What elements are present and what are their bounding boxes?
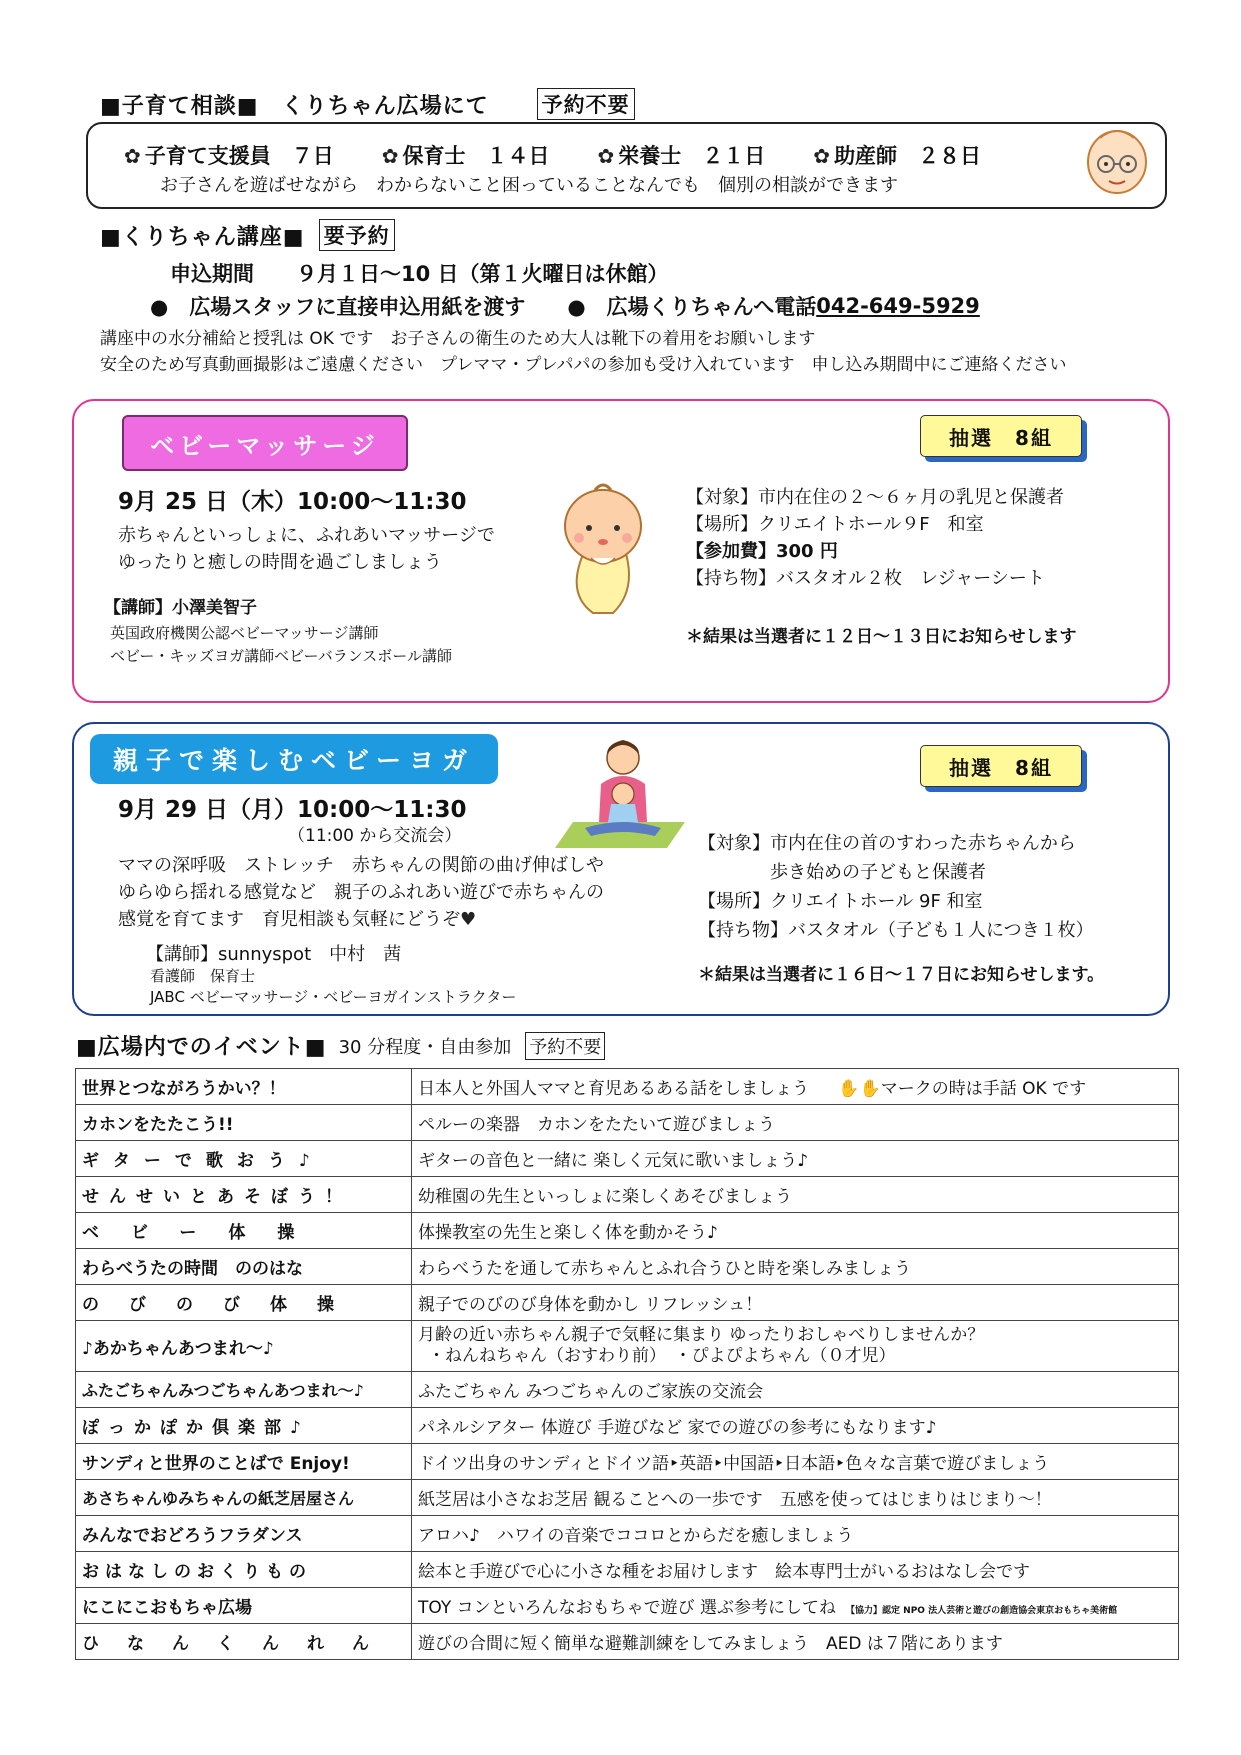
consult-item: ✿ 栄養士 ２１日 (597, 144, 766, 168)
flower-icon: ✿ (124, 144, 141, 168)
mother-baby-yoga-illustration-icon (555, 736, 685, 848)
yoga-credential-1: 看護師 保育士 (150, 967, 256, 985)
yoga-target-2: 歩き始めの子どもと保護者 (770, 862, 986, 883)
consult-note: お子さんを遊ばせながら わからないこと困っていることなんでも 個別の相談ができます (160, 175, 898, 196)
cooperation-note: 【協力】認定 NPO 法人芸術と遊びの創造協会東京おもちゃ美術館 (846, 1606, 1118, 1616)
event-desc: アロハ♪ ハワイの音楽でココロとからだを癒しましょう (412, 1516, 1179, 1552)
massage-target: 【対象】市内在住の２～６ヶ月の乳児と保護者 (686, 487, 1064, 508)
event-name: 世界とつながろうかい？！ (76, 1069, 412, 1105)
event-desc: 体操教室の先生と楽しく体を動かそう♪ (412, 1213, 1179, 1249)
yoga-date: 9月 29 日（月）10:00～11:30 (118, 797, 467, 823)
event-desc: 親子でのびのび身体を動かし リフレッシュ！ (412, 1285, 1179, 1321)
heart-icon: ♥ (460, 909, 477, 930)
yoga-desc-3: 感覚を育てます 育児相談も気軽にどうぞ♥ (118, 909, 477, 930)
consult-item: ✿ 助産師 ２８日 (813, 144, 982, 168)
yoga-result-note: ＊結果は当選者に１６日～１７日にお知らせします。 (698, 965, 1105, 985)
massage-bring: 【持ち物】バスタオル２枚 レジャーシート (686, 568, 1045, 589)
baby-illustration-icon (555, 478, 655, 620)
massage-lecturer: 【講師】小澤美智子 (104, 598, 257, 618)
flower-icon: ✿ (813, 144, 831, 168)
events-sub: 30 分程度・自由参加 (338, 1036, 512, 1058)
table-row (76, 1249, 1179, 1285)
table-row (76, 1321, 1179, 1372)
table-row (76, 1141, 1179, 1177)
consult-item: ✿ 保育士 １４日 (381, 144, 550, 168)
event-desc: 幼稚園の先生といっしょに楽しくあそびましょう (412, 1177, 1179, 1213)
table-row (76, 1177, 1179, 1213)
table-row (76, 1285, 1179, 1321)
event-desc: TOY コンといろんなおもちゃで遊び 選ぶ参考にしてね 【協力】認定 NPO 法人芸術と遊びの創造協会東京おもちゃ美術館 (412, 1588, 1179, 1624)
yoga-lecturer: 【講師】sunnyspot 中村 茜 (146, 944, 402, 965)
massage-result-note: ＊結果は当選者に１２日～１３日にお知らせします (686, 627, 1077, 647)
event-desc: わらべうたを通して赤ちゃんとふれ合うひと時を楽しみましょう (412, 1249, 1179, 1285)
table-row (76, 1552, 1179, 1588)
consult-item: ✿ 子育て支援員 ７日 (124, 144, 334, 168)
table-row (76, 1213, 1179, 1249)
phone-number[interactable]: 042-649-5929 (816, 294, 980, 318)
reservation-required-tag: 要予約 (319, 219, 395, 251)
application-methods: ● 広場スタッフに直接申込用紙を渡す ● 広場くりちゃんへ電話 042-649-5929 (150, 294, 980, 319)
table-row (76, 1624, 1179, 1660)
event-desc: 絵本と手遊びで心に小さな種をお届けします 絵本専門士がいるおはなし会です (412, 1552, 1179, 1588)
table-row (76, 1069, 1179, 1105)
yoga-place: 【場所】クリエイトホール 9F 和室 (698, 891, 983, 912)
table-row (76, 1480, 1179, 1516)
yoga-sub-time: （11:00 から交流会） (288, 826, 462, 846)
massage-lottery-badge: 抽選 8組 (920, 415, 1082, 457)
event-name: わらべうたの時間 ののはな (76, 1249, 412, 1285)
event-name: せんせいとあそぼう！ (76, 1177, 412, 1213)
event-desc: ふたごちゃん みつごちゃんのご家族の交流会 (412, 1372, 1179, 1408)
event-name: みんなでおどろうフラダンス (76, 1516, 412, 1552)
baby-yoga-title: 親子で楽しむベビーヨガ (90, 734, 498, 784)
event-name: カホンをたたこう!! (76, 1105, 412, 1141)
event-name: あさちゃんゆみちゃんの紙芝居屋さん (76, 1480, 412, 1516)
massage-date: 9月 25 日（木）10:00～11:30 (118, 489, 467, 515)
event-name: ギターで歌おう♪ (76, 1141, 412, 1177)
event-desc: 日本人と外国人ママと育児あるある話をしましょう ✋✋マークの時は手話 OK です (412, 1069, 1179, 1105)
flower-icon: ✿ (597, 144, 615, 168)
events-heading: ■広場内でのイベント■ 30 分程度・自由参加 予約不要 (76, 1030, 605, 1061)
event-desc: パネルシアター 体遊び 手遊びなど 家での遊びの参考にもなります♪ (412, 1408, 1179, 1444)
event-desc: ギターの音色と一緒に 楽しく元気に歌いましょう♪ (412, 1141, 1179, 1177)
yoga-bring: 【持ち物】バスタオル（子ども１人につき１枚） (698, 920, 1094, 941)
events-table (75, 1068, 1179, 1660)
course-heading: ■くりちゃん講座■ 要予約 (100, 219, 395, 251)
massage-credential-1: 英国政府機関公認ベビーマッサージ講師 (110, 624, 379, 642)
massage-desc-2: ゆったりと癒しの時間を過ごしましょう (118, 552, 442, 573)
course-note-1: 講座中の水分補給と授乳は OK です お子さんの衛生のため大人は靴下の着用をお願いします (100, 329, 816, 349)
event-name: ぽっかぽか倶楽部♪ (76, 1408, 412, 1444)
event-desc: 紙芝居は小さなお芝居 観ることへの一歩です 五感を使ってはじまりはじまり～！ (412, 1480, 1179, 1516)
consult-box (86, 122, 1167, 209)
event-desc: 遊びの合間に短く簡単な避難訓練をしてみましょう AED は７階にあります (412, 1624, 1179, 1660)
event-name: のびのび体操 (76, 1285, 412, 1321)
event-name: にこにこおもちゃ広場 (76, 1588, 412, 1624)
event-name: ふたごちゃんみつごちゃんあつまれ～♪ (76, 1372, 412, 1408)
event-name: おはなしのおくりもの (76, 1552, 412, 1588)
massage-credential-2: ベビー・キッズヨガ講師ベビーバランスボール講師 (110, 647, 453, 665)
massage-desc-1: 赤ちゃんといっしょに、ふれあいマッサージで (118, 525, 495, 546)
table-row (76, 1588, 1179, 1624)
event-desc: 月齢の近い赤ちゃん親子で気軽に集まり ゆったりおしゃべりしませんか？ ・ねんねちゃん（おすわり前） ・ぴよぴよちゃん（０才児） (412, 1321, 1179, 1372)
application-period: 申込期間 ９月１日～10 日（第１火曜日は休館） (170, 262, 669, 286)
event-name: サンディと世界のことばで Enjoy! (76, 1444, 412, 1480)
yoga-desc-2: ゆらゆら揺れる感覚など 親子のふれあい遊びで赤ちゃんの (118, 882, 604, 903)
event-desc: ドイツ出身のサンディとドイツ語‣英語‣中国語‣日本語‣色々な言葉で遊びましょう (412, 1444, 1179, 1480)
grandpa-illustration-icon (1080, 126, 1154, 204)
table-row (76, 1105, 1179, 1141)
consult-schedule (124, 140, 981, 170)
event-name: ベビー体操 (76, 1213, 412, 1249)
yoga-desc-1: ママの深呼吸 ストレッチ 赤ちゃんの関節の曲げ伸ばしや (118, 855, 604, 876)
consult-heading: ■子育て相談■ くりちゃん広場にて 予約不要 (100, 88, 635, 120)
yoga-target-1: 【対象】市内在住の首のすわった赤ちゃんから (698, 833, 1076, 854)
table-row (76, 1372, 1179, 1408)
yoga-credential-2: JABC ベビーマッサージ・ベビーヨガインストラクター (150, 988, 517, 1006)
yoga-lottery-badge: 抽選 8組 (920, 745, 1082, 787)
event-name: ひなんくんれん (76, 1624, 412, 1660)
table-row (76, 1516, 1179, 1552)
massage-place: 【場所】クリエイトホール９F 和室 (686, 514, 984, 535)
massage-fee: 【参加費】300 円 (686, 541, 838, 562)
no-reservation-tag: 予約不要 (537, 88, 635, 120)
table-row (76, 1444, 1179, 1480)
course-note-2: 安全のため写真動画撮影はご遠慮ください プレママ・プレパパの参加も受け入れています 申し込み期間中にご連絡ください (100, 355, 1067, 375)
table-row (76, 1408, 1179, 1444)
baby-massage-title: ベビーマッサージ (122, 415, 408, 471)
sign-language-icon: ✋✋ (838, 1079, 881, 1099)
event-desc: ペルーの楽器 カホンをたたいて遊びましょう (412, 1105, 1179, 1141)
flower-icon: ✿ (381, 144, 399, 168)
event-name: ♪あかちゃんあつまれ～♪ (76, 1321, 412, 1372)
events-no-reservation-tag: 予約不要 (525, 1032, 605, 1060)
